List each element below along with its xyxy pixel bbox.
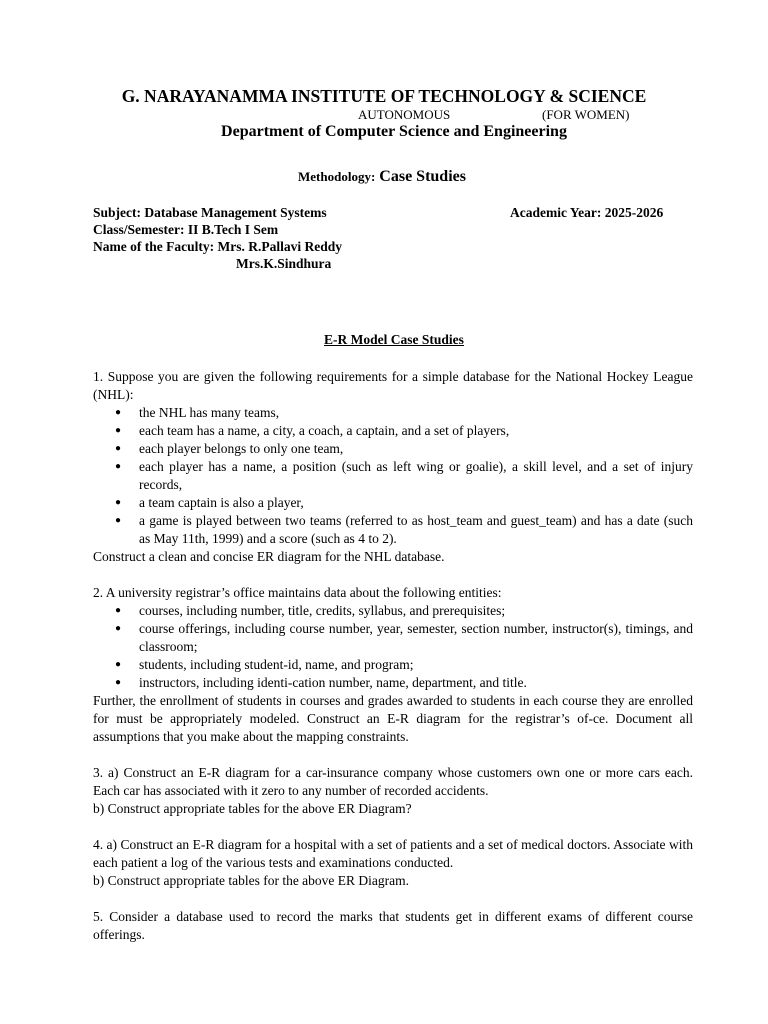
bullet-icon: ●	[115, 497, 122, 508]
faculty-line: Name of the Faculty: Mrs. R.Pallavi Reddy	[93, 239, 342, 254]
list-item: ● instructors, including identi-cation number, name, department, and title.	[115, 675, 527, 690]
list-item: ● the NHL has many teams,	[115, 405, 280, 420]
q5-text: 5. Consider a database used to record the marks that students get in different exams of different course offerings.	[93, 909, 693, 942]
q2-intro: 2. A university registrar’s office maintains data about the following entities:	[93, 585, 502, 600]
q2-closing: Further, the enrollment of students in courses and grades awarded to students in each course they are enrolled for must be appropriately modeled. Construct an E-R diagram for the registrar’s of-ce. Document all assumptions that you make about the mapping constraints.	[93, 693, 693, 744]
q4-part-b: b) Construct appropriate tables for the above ER Diagram.	[93, 873, 410, 888]
bullet-icon: ●	[115, 461, 122, 472]
bullet-icon: ●	[115, 659, 122, 670]
bullet-icon: ●	[115, 425, 122, 436]
bullet-icon: ●	[115, 443, 122, 454]
institute-name: G. NARAYANAMMA INSTITUTE OF TECHNOLOGY & SCIENCE	[121, 86, 647, 106]
academic-year: Academic Year: 2025-2026	[510, 205, 664, 220]
q3-part-b: b) Construct appropriate tables for the above ER Diagram?	[93, 801, 412, 816]
bullet-icon: ●	[115, 623, 122, 634]
section-title: E-R Model Case Studies	[324, 332, 464, 347]
q1-bullets	[93, 404, 693, 548]
list-item: ● courses, including number, title, credits, syllabus, and prerequisites;	[115, 603, 506, 618]
list-item: ● each player belongs to only one team,	[115, 441, 344, 456]
bullet-icon: ●	[115, 515, 122, 526]
methodology-label: Methodology:	[298, 169, 376, 184]
for-women-label: (FOR WOMEN)	[542, 107, 630, 122]
autonomous-label: AUTONOMOUS	[358, 107, 451, 122]
bullet-icon: ●	[115, 605, 122, 616]
subject-line: Subject: Database Management Systems	[93, 205, 327, 220]
bullet-icon: ●	[115, 677, 122, 688]
list-item: ● each player has a name, a position (such as left wing or goalie), a skill level, and a set of injury records,	[115, 459, 693, 492]
q1-intro: 1. Suppose you are given the following requirements for a simple database for the National Hockey League (NHL):	[93, 369, 693, 402]
list-item: ● a team captain is also a player,	[115, 495, 304, 510]
list-item: ● a game is played between two teams (referred to as host_team and guest_team) and has a date (such as May 11th, 1999) and a score (such as 4 to 2).	[115, 513, 693, 546]
q1-closing: Construct a clean and concise ER diagram for the NHL database.	[93, 549, 445, 564]
faculty-second: Mrs.K.Sindhura	[236, 256, 332, 271]
q4-part-a: 4. a) Construct an E-R diagram for a hospital with a set of patients and a set of medical doctors. Associate with each patient a log of the various tests and examinations conducted.	[93, 837, 693, 870]
class-semester: Class/Semester: II B.Tech I Sem	[93, 222, 279, 237]
department-name: Department of Computer Science and Engineering	[221, 123, 567, 140]
list-item: ● students, including student-id, name, and program;	[115, 657, 414, 672]
questions-body	[93, 368, 693, 944]
list-item: ● course offerings, including course number, year, semester, section number, instructor(s), timings, and classroom;	[115, 621, 693, 654]
q3-part-a: 3. a) Construct an E-R diagram for a car-insurance company whose customers own one or more cars each. Each car has associated with it zero to any number of recorded accidents.	[93, 765, 693, 798]
methodology-line	[298, 168, 466, 186]
list-item: ● each team has a name, a city, a coach, a captain, and a set of players,	[115, 423, 510, 438]
bullet-icon: ●	[115, 407, 122, 418]
methodology-value: Case Studies	[379, 168, 466, 185]
q2-bullets	[93, 602, 693, 692]
